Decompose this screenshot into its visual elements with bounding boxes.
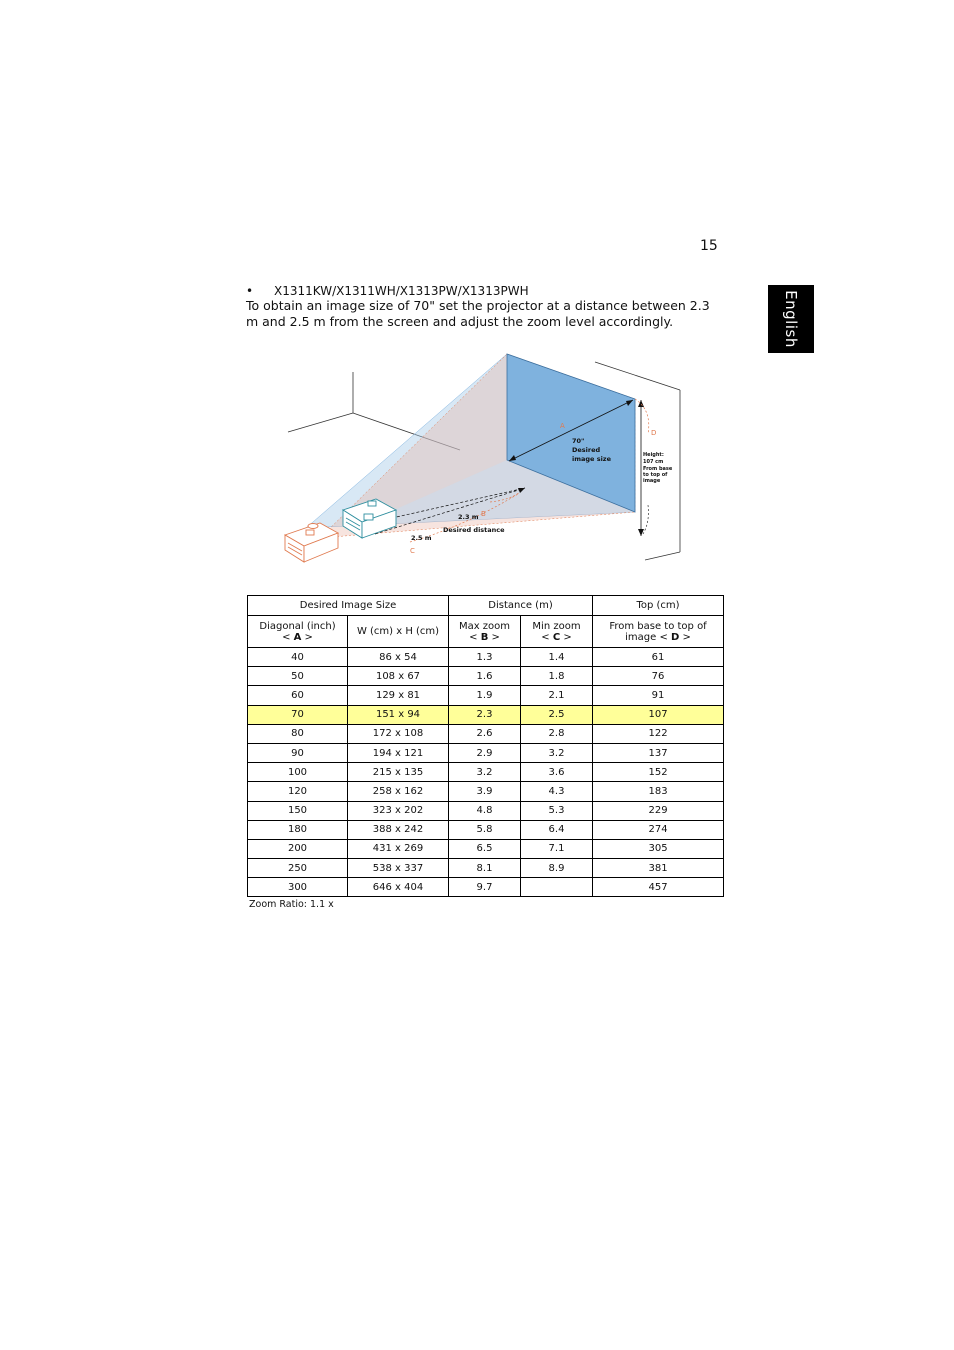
cell-width-height: 388 x 242 [348,820,449,839]
table-row [248,724,724,743]
page-number: 15 [700,238,718,254]
cell-width-height: 108 x 67 [348,667,449,686]
cell-min-zoom: 2.1 [521,686,593,705]
cell-diagonal: 40 [248,648,348,667]
language-tab-label: English [782,290,801,348]
table-column-header-row [248,616,724,648]
height-label-line-3: From base [643,466,673,472]
cell-top: 61 [593,648,724,667]
col-header-text: Min zoom [532,620,581,632]
cell-diagonal: 70 [248,705,348,724]
cell-max-zoom: 1.6 [449,667,521,686]
cell-top: 305 [593,839,724,858]
height-dash-bottom [643,505,648,534]
col-header-text: Max zoom [458,620,511,632]
cell-top: 107 [593,705,724,724]
label-c: C [410,547,415,555]
throw-distance-table [247,595,724,897]
cell-top: 457 [593,878,724,897]
cell-diagonal: 180 [248,820,348,839]
cell-min-zoom: 6.4 [521,820,593,839]
image-size-line-3: image size [572,455,611,463]
col-header-pre: < [469,631,481,643]
col-header-max-zoom [449,616,521,648]
col-header-post: > [679,631,691,643]
cell-min-zoom: 2.5 [521,705,593,724]
cell-min-zoom: 4.3 [521,782,593,801]
model-list: X1311KW/X1311WH/X1313PW/X1313PWH [274,284,529,298]
cell-max-zoom: 5.8 [449,820,521,839]
cell-top: 152 [593,763,724,782]
table-row [248,648,724,667]
cell-top: 91 [593,686,724,705]
col-header-pre: < [282,631,294,643]
table-row [248,839,724,858]
table-row [248,878,724,897]
cell-min-zoom: 8.9 [521,859,593,878]
group-header-top: Top (cm) [593,596,724,616]
table-row [248,743,724,762]
col-header-top [593,616,724,648]
cell-min-zoom: 3.2 [521,743,593,762]
distance-near-label: 2.3 m [458,513,479,521]
table-row [248,820,724,839]
cell-diagonal: 80 [248,724,348,743]
cell-top: 122 [593,724,724,743]
col-header-text: Diagonal (inch) [259,620,336,632]
projector-min-zoom-icon [285,523,338,562]
image-size-line-1: 70" [572,437,585,445]
cell-diagonal: 50 [248,667,348,686]
table-row [248,667,724,686]
table-group-header-row [248,596,724,616]
cell-width-height: 129 x 81 [348,686,449,705]
height-label-line-5: image [643,478,661,484]
table-row [248,686,724,705]
cell-max-zoom: 2.3 [449,705,521,724]
col-header-key: C [552,631,561,643]
cell-max-zoom: 9.7 [449,878,521,897]
cell-top: 76 [593,667,724,686]
cell-max-zoom: 6.5 [449,839,521,858]
height-label-line-4: to top of [643,472,668,478]
col-header-key: D [671,631,680,643]
table-row [248,859,724,878]
cell-top: 274 [593,820,724,839]
projection-diagram [280,350,690,565]
cell-width-height: 258 x 162 [348,782,449,801]
cell-max-zoom: 3.2 [449,763,521,782]
table-row [248,763,724,782]
label-a: A [560,422,565,430]
cell-min-zoom: 1.8 [521,667,593,686]
cell-diagonal: 150 [248,801,348,820]
cell-width-height: 215 x 135 [348,763,449,782]
cell-diagonal: 90 [248,743,348,762]
height-arrowtail [638,529,644,536]
col-header-text: From base to top of [609,620,707,632]
cell-max-zoom: 4.8 [449,801,521,820]
cell-width-height: 86 x 54 [348,648,449,667]
col-header-pre: < [541,631,553,643]
col-header-post: > [488,631,500,643]
cell-min-zoom: 3.6 [521,763,593,782]
col-header-key: A [293,631,302,643]
cell-max-zoom: 8.1 [449,859,521,878]
cell-max-zoom: 1.3 [449,648,521,667]
height-label [643,452,673,484]
col-header-post: > [301,631,313,643]
cell-max-zoom: 1.9 [449,686,521,705]
cell-max-zoom: 3.9 [449,782,521,801]
model-bullet [246,284,529,298]
cell-diagonal: 100 [248,763,348,782]
cell-width-height: 538 x 337 [348,859,449,878]
col-header-diagonal [248,616,348,648]
cell-top: 183 [593,782,724,801]
col-header-key: B [480,631,489,643]
label-d: D [651,429,657,437]
col-header-min-zoom [521,616,593,648]
cell-min-zoom: 1.4 [521,648,593,667]
cell-min-zoom [521,878,593,897]
cell-width-height: 151 x 94 [348,705,449,724]
cell-diagonal: 120 [248,782,348,801]
col-header-width-height [348,616,449,648]
cell-width-height: 172 x 108 [348,724,449,743]
desired-distance-label: Desired distance [443,526,505,534]
projection-diagram-svg [280,350,690,565]
cell-max-zoom: 2.6 [449,724,521,743]
group-header-distance: Distance (m) [449,596,593,616]
bullet-glyph: • [246,284,254,298]
cell-top: 381 [593,859,724,878]
cell-min-zoom: 2.8 [521,724,593,743]
table-body [248,648,724,897]
col-header-text: W (cm) x H (cm) [356,626,440,637]
group-header-image-size: Desired Image Size [248,596,449,616]
cell-diagonal: 300 [248,878,348,897]
cell-width-height: 431 x 269 [348,839,449,858]
cell-top: 229 [593,801,724,820]
cell-min-zoom: 7.1 [521,839,593,858]
table-row [248,782,724,801]
cell-top: 137 [593,743,724,762]
table-row [248,705,724,724]
cell-diagonal: 60 [248,686,348,705]
intro-paragraph: To obtain an image size of 70" set the projector at a distance between 2.3 m and 2.5 m from the screen and adjust the zoom level accordingly. [246,298,710,329]
cell-min-zoom: 5.3 [521,801,593,820]
cell-width-height: 323 x 202 [348,801,449,820]
table-row [248,801,724,820]
height-arrowhead [638,400,644,407]
col-header-pre: image < [625,631,672,643]
language-tab [768,285,814,353]
cell-diagonal: 250 [248,859,348,878]
distance-far-label: 2.5 m [411,534,432,542]
col-header-post: > [560,631,572,643]
height-label-line-2: 107 cm [643,459,664,465]
cell-width-height: 646 x 404 [348,878,449,897]
cell-width-height: 194 x 121 [348,743,449,762]
height-label-line-1: Height: [643,452,664,458]
zoom-ratio-note: Zoom Ratio: 1.1 x [249,899,334,910]
image-size-line-2: Desired [572,446,601,454]
cell-diagonal: 200 [248,839,348,858]
label-b: B [481,510,486,518]
cell-max-zoom: 2.9 [449,743,521,762]
